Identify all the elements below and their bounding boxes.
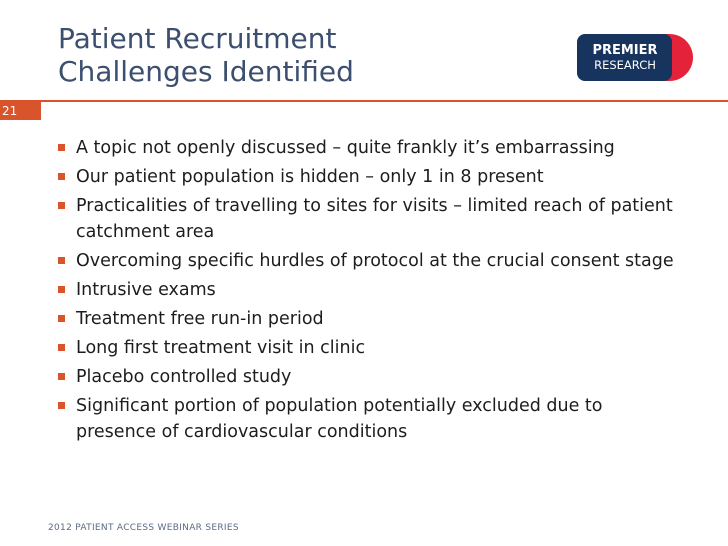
premier-research-logo [577, 34, 693, 81]
bullet-square-icon [58, 373, 65, 380]
title-divider [0, 100, 728, 102]
bullet-list [58, 135, 678, 448]
bullet-square-icon [58, 257, 65, 264]
bullet-item [58, 364, 678, 390]
bullet-text: Intrusive exams [76, 280, 216, 300]
bullet-text: Overcoming specific hurdles of protocol at the crucial consent stage [76, 251, 674, 271]
slide-number: 21 [2, 104, 18, 118]
bullet-square-icon [58, 144, 65, 151]
bullet-item [58, 335, 678, 361]
bullet-square-icon [58, 286, 65, 293]
bullet-item [58, 393, 678, 445]
bullet-item [58, 164, 678, 190]
bullet-item [58, 306, 678, 332]
bullet-text: Long first treatment visit in clinic [76, 338, 366, 358]
slide-title [58, 22, 354, 88]
bullet-square-icon [58, 202, 65, 209]
bullet-square-icon [58, 315, 65, 322]
bullet-item [58, 248, 678, 274]
bullet-text: Significant portion of population potentially excluded due to presence of cardiovascular conditions [76, 396, 603, 442]
bullet-text: Our patient population is hidden – only 1 in 8 present [76, 167, 544, 187]
bullet-square-icon [58, 402, 65, 409]
slide-title-line-1: Patient Recruitment [58, 22, 337, 55]
bullet-text: A topic not openly discussed – quite frankly it’s embarrassing [76, 138, 615, 158]
slide-title-line-2: Challenges Identified [58, 55, 354, 88]
bullet-text: Placebo controlled study [76, 367, 292, 387]
logo-text-research: RESEARCH [594, 58, 656, 72]
bullet-item [58, 135, 678, 161]
bullet-square-icon [58, 344, 65, 351]
bullet-square-icon [58, 173, 65, 180]
logo-text-premier: PREMIER [592, 43, 658, 58]
slide-footer: 2012 PATIENT ACCESS WEBINAR SERIES [48, 523, 239, 533]
bullet-item [58, 193, 678, 245]
bullet-item [58, 277, 678, 303]
bullet-text: Practicalities of travelling to sites for visits – limited reach of patient catchment area [76, 196, 673, 242]
bullet-text: Treatment free run-in period [76, 309, 324, 329]
